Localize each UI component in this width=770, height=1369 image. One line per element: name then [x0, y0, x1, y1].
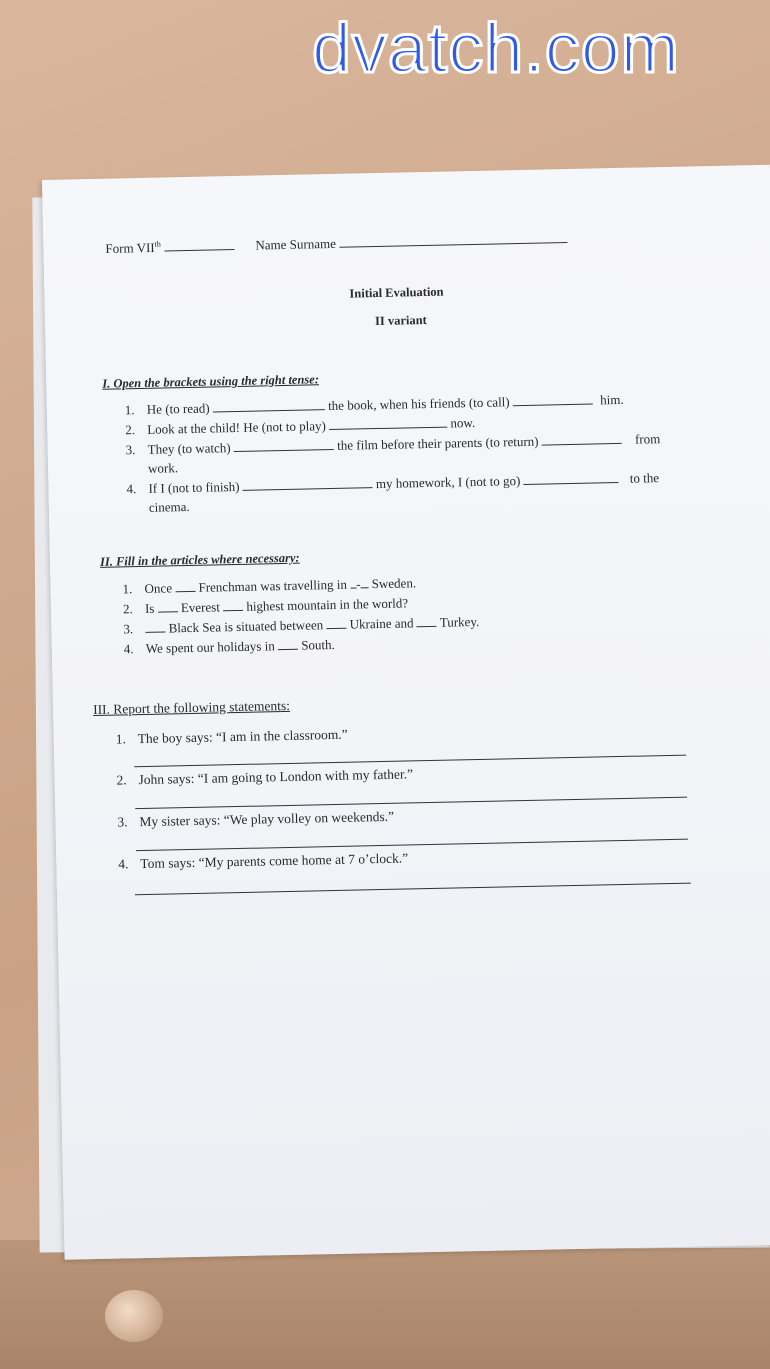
watermark-logo: dvatch.com [312, 9, 680, 87]
s3-answer-line-1 [134, 755, 686, 768]
s3-item2: 2. John says: “I am going to London with my father.” [116, 766, 414, 788]
name-blank [339, 232, 567, 248]
s2-item1: 1. Once Frenchman was travelling in - Sweden. [122, 575, 417, 597]
s3-item3: 3. My sister says: “We play volley on weekends.” [117, 808, 395, 830]
page-subtitle: II variant [374, 312, 427, 329]
s3-item1: 1. The boy says: “I am in the classroom.” [115, 726, 348, 747]
name-label: Name Surname [255, 235, 337, 253]
s3-item4: 4. Tom says: “My parents come home at 7 o’clock.” [118, 850, 409, 872]
s1-item3: 3. They (to watch) the film before their parents (to return) from [125, 431, 661, 458]
s2-item3: 3. Black Sea is situated between Ukraine and Turkey. [123, 613, 480, 637]
form-label: Form VII [105, 239, 155, 257]
worksheet-page [42, 165, 770, 1260]
s1-item4-cont: cinema. [148, 498, 190, 515]
page-title: Initial Evaluation [349, 284, 444, 301]
form-superscript: th [154, 239, 161, 249]
s1-item3-cont: work. [147, 460, 179, 476]
s1-item2: 2. Look at the child! He (not to play) now. [125, 414, 476, 438]
section3-heading: III. Report the following statements: [92, 697, 291, 718]
section1-heading: I. Open the brackets using the right tense: [102, 372, 320, 391]
s2-item2: 2. Is Everest highest mountain in the world? [122, 595, 409, 617]
s1-item1: 1. He (to read) the book, when his friends (to call) him. [124, 391, 624, 418]
s1-item4: 4. If I (not to finish) my homework, I (not to go) to the [126, 470, 660, 497]
s3-answer-line-3 [136, 839, 688, 852]
form-blank [164, 239, 234, 251]
s3-answer-line-2 [135, 797, 687, 810]
name-field [255, 231, 567, 254]
section2-heading: II. Fill in the articles where necessary: [99, 550, 300, 569]
s2-item4: 4. We spent our holidays in South. [123, 636, 335, 657]
s3-answer-line-4 [135, 883, 691, 896]
table-knob [105, 1290, 163, 1342]
form-field [105, 238, 234, 257]
